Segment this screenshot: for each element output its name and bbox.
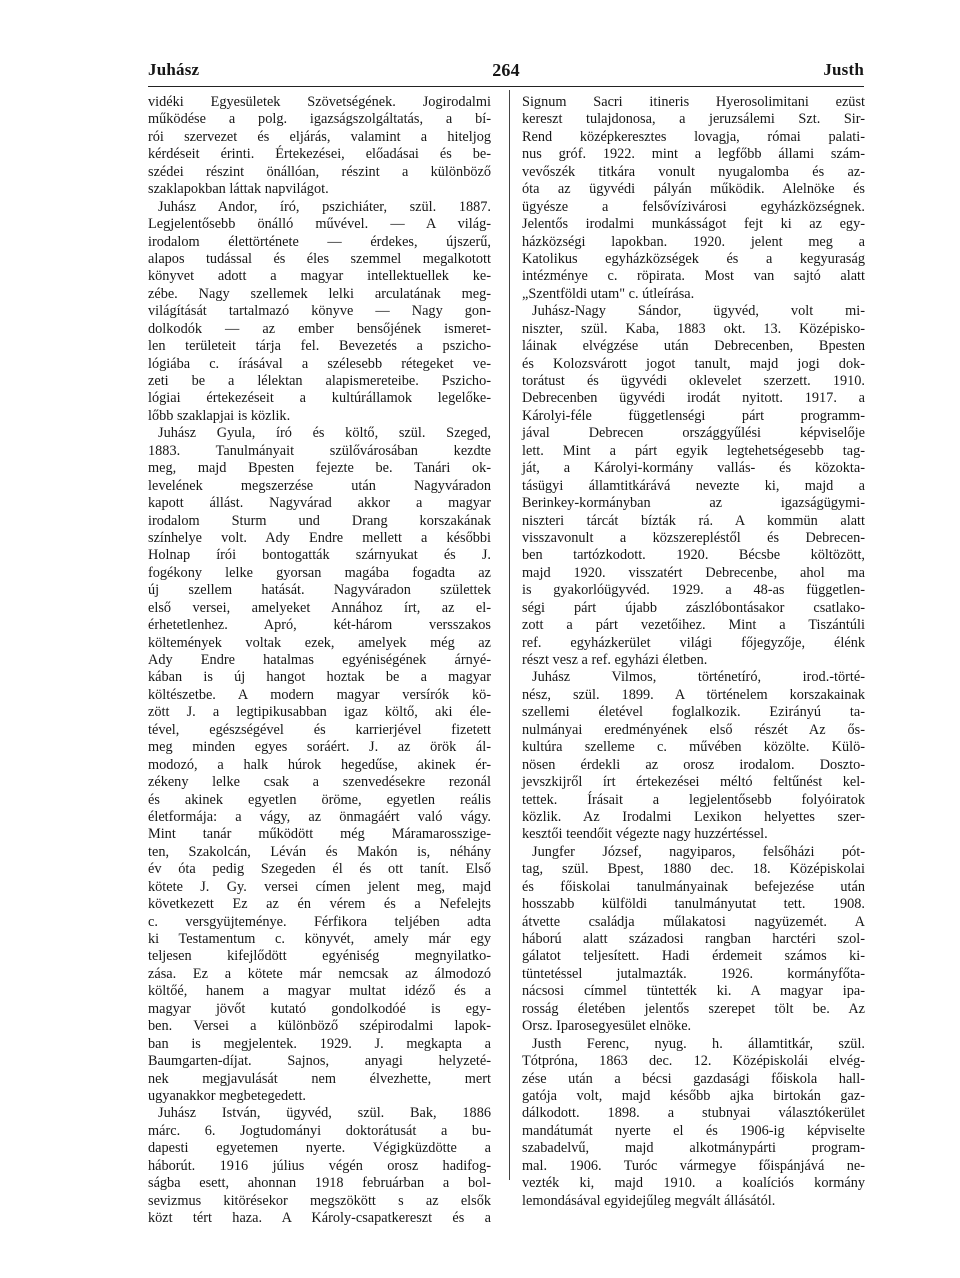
text-line: ugyanakkor megbetegedett. <box>148 1087 306 1104</box>
text-line: jevszkijről írt értekezései méltó feltűnést kel- <box>522 774 865 791</box>
text-line: óta az ügyvédi pályán működik. Alelnöke és <box>522 181 865 198</box>
text-line: vezték ki, majd 1910. a koalíciós kormány <box>522 1175 865 1192</box>
text-line: Ady Endre hatalmas egyéniségének árnyé- <box>148 652 491 668</box>
text-line: niszter, szül. Kaba, 1883 okt. 13. Középisko- <box>522 320 865 337</box>
text-line: lógiai értekezéseit a kultúrállamok legelőke- <box>148 390 491 407</box>
text-line: tag, szül. Bpest, 1880 dec. 18. Középiskolai <box>522 861 865 878</box>
text-line: könyvet adott a magyar intellektuellek ke- <box>148 268 491 285</box>
text-line: kérdéseit érinti. Értekezései, előadásai és be- <box>148 146 491 163</box>
text-line: torátust és ügyvédi oklevelet szerzett. 1910. <box>522 373 865 389</box>
text-line: zébe. Nagy szellemek lelki arculatának meg- <box>148 285 491 302</box>
text-line: meg minden egyes soráért. J. az örök ál- <box>148 739 491 756</box>
text-line: háború alatt századosi rangban harctéri szol- <box>522 931 865 947</box>
text-line: és főiskolai tanulmányainak befejezése után <box>522 878 865 895</box>
text-line: jával Debrecen országgyűlési képviselője <box>522 425 865 442</box>
text-line: Holnap írói bontogatták szárnyukat és J. <box>148 547 491 564</box>
text-line: modozó, a halk húrok hegedűse, akinek ér- <box>148 756 491 773</box>
text-line: nek megjavulását nem élvezhette, mert <box>148 1070 491 1087</box>
text-line: intézménye c. röpirata. Most van sajtó alatt <box>522 268 865 285</box>
text-line: átvette családja műlakatosi nagyüzemét. A <box>522 913 865 930</box>
text-line: zése után a bécsi gazdasági főiskola hall- <box>522 1070 865 1087</box>
text-line: irodalom Sturm und Drang korszakának <box>148 512 491 529</box>
text-line: közlik. Az Irodalmi Lexikon helyettes szer- <box>522 808 865 825</box>
text-line: életformája: a vágy, az önmagáért való vágy. <box>148 808 491 825</box>
text-line: ügyésze a felsővízivárosi egyházközségnek. <box>522 198 865 215</box>
text-line: nész, szül. 1899. A történelem korszakainak <box>522 686 865 703</box>
text-line: nösen érdekli az orosz irodalom. Doszto- <box>522 756 865 773</box>
text-line: vevőszék titkára vonult nyugalomba és az- <box>522 163 865 180</box>
text-line: Jungfer József, nagyiparos, felsőházi pót- <box>532 843 865 860</box>
text-line: kesztői teendőit végezte nagy huzzértéssel. <box>522 826 768 843</box>
text-line: Legjelentősebb önálló művével. — A világ- <box>148 216 491 233</box>
text-line: közt tért haza. A Károly-csapatkereszt és a <box>148 1210 491 1226</box>
text-line: sevizmus kitörésekor megszökött s az elsők <box>148 1192 491 1209</box>
text-line: kapott állást. Nagyvárad akkor a magyar <box>148 495 491 512</box>
text-line: magyar jövőt kutató gondolkodóé is egy- <box>148 1000 491 1017</box>
text-line: nulmányai eredményének első részét Az ős- <box>522 721 865 738</box>
text-line: zékeny lelke csak a szenvedésekre rezonál <box>148 774 491 791</box>
text-line: és Kolozsvárott jogot tanult, majd jogi dok- <box>522 355 865 372</box>
text-line: zott a párt vezetőihez. Mint a Tiszántúli <box>522 617 865 634</box>
text-line: dapesti egyetemen nyerte. Végigküzdötte a <box>148 1140 491 1157</box>
text-line: rosság életében jelentős szerepet tölt be. Az <box>522 1000 865 1017</box>
text-line: gatója volt, majd később ajka birtokán gaz- <box>522 1087 865 1104</box>
text-line: visszavonult a közszerepléstől és Debrecen- <box>522 529 865 546</box>
text-line: év óta pedig Szegeden él és ott tanít. Első <box>148 861 491 878</box>
header-left-headword: Juhász <box>148 60 200 79</box>
header-right-headword: Justh <box>823 60 864 79</box>
text-line: Orsz. Iparosegyesület elnöke. <box>522 1018 692 1035</box>
text-line: kultúra szelleme c. művében közölte. Külö- <box>522 739 865 756</box>
text-line: házközségi lapokban. 1920. jelent meg a <box>522 233 865 250</box>
text-line: Rend középkeresztes lovagja, római palati- <box>522 128 865 145</box>
text-line: tettek. Írásait a legjelentősebb folyóiratok <box>522 791 865 808</box>
text-line: Károlyi-féle függetlenségi párt programm- <box>522 407 865 424</box>
text-line: lett. Mint a párt egyik legtehetségesebb tag- <box>522 442 865 459</box>
text-line: Justh Ferenc, nyug. h. államtitkár, szül. <box>532 1035 865 1052</box>
text-line: Juhász-Nagy Sándor, ügyvéd, volt mi- <box>532 303 865 320</box>
text-line: zeti be a lélektan alapismereteibe. Pszicho- <box>148 373 491 389</box>
text-line: ki Testamentum c. könyvét, amely már egy <box>148 931 491 947</box>
text-line: nácsosi címmel tüntették ki. A magyar ipa- <box>522 983 865 1000</box>
text-line: következett Ez az én vérem és a Nefelejts <box>148 896 491 913</box>
text-line: ságba esett, ahonnan 1918 februárban a bol- <box>148 1175 491 1192</box>
running-header <box>148 60 864 84</box>
text-line: ref. egyházkerület világi főjegyzője, élénk <box>522 634 865 651</box>
text-line: hosszabb külföldi tanulmányutat tett. 1908. <box>522 896 865 913</box>
header-rule <box>148 86 864 87</box>
text-line: szaklapokban láttak napvilágot. <box>148 181 329 198</box>
text-line: gálatot teljesített. Hadi érdemeit számos ki- <box>522 948 865 965</box>
text-line: is gyakorlóügyvéd. 1929. a 48-as független- <box>522 582 865 599</box>
text-line: dálkodott. 1898. a stubnyai választókerület <box>522 1105 865 1122</box>
text-line: mandátumát nyerte el és 1906-ig képviselte <box>522 1122 865 1139</box>
text-line: len területeit tárja fel. Bevezetés a pszicho- <box>148 338 491 355</box>
text-line: új szellem hatását. Nagyváradon születtek <box>148 582 491 599</box>
right-column <box>522 94 865 1209</box>
text-line: Tótpróna, 1863 dec. 12. Középiskolái elvég- <box>522 1053 865 1070</box>
text-line: első versei, amelyeket Annához írt, az el- <box>148 599 491 616</box>
text-line: dolkodók — az ember bensőjének ismeret- <box>148 320 491 337</box>
text-line: Debrecenben ügyvédi irodát nyitott. 1917. a <box>522 390 865 407</box>
text-line: érhetetlenhez. Apró, két-három versszakos <box>148 617 491 634</box>
text-line: Juhász Gyula, író és költő, szül. Szeged, <box>158 425 491 442</box>
text-line: ségi párt újabb zászlóbontásakor csatlako- <box>522 599 865 616</box>
page-number: 264 <box>492 60 520 80</box>
text-line: tásügyi államtitkárává nevezte ki, majd a <box>522 477 865 494</box>
text-line: márc. 6. Jogtudományi doktorátusát a bu- <box>148 1122 491 1139</box>
text-line: meg, majd Bpesten fejezte be. Tanári ok- <box>148 460 491 477</box>
text-line: Baumgarten-díjat. Sajnos, anyagi helyzeté- <box>148 1053 491 1070</box>
text-line: Jelentős irodalmi munkásságot fejt ki az egy- <box>522 216 865 233</box>
text-line: szédei részint önállóan, részint a különböző <box>148 163 491 180</box>
text-line: Katolikus egyházközségek és a kegyuraság <box>522 250 865 267</box>
text-line: vidéki Egyesületek Szövetségének. Jogirodalmi <box>148 94 491 110</box>
text-line: működése a polg. igazságszolgáltatás, a bí- <box>148 111 491 128</box>
text-line: Juhász Vilmos, történetíró, irod.-törté- <box>532 669 865 686</box>
text-line: teljesen kifejlődött egyéniség megnyilatko- <box>148 948 491 965</box>
text-line: színhelye volt. Ady Endre mellett a későbbi <box>148 529 491 546</box>
text-line: rói szervezet és eljárás, valamint a hiteljog <box>148 128 491 145</box>
text-line: költőé, hanem a magyar multat idéző és a <box>148 983 491 1000</box>
text-line: szellemi életével foglalkozik. Ezirányú ta- <box>522 704 865 721</box>
text-line: zása. Ez a kötete már nemcsak az álmodozó <box>148 965 491 982</box>
text-line: kában is új hangot hoztak be a magyar <box>148 669 491 686</box>
text-line: irodalom élettörténete — érdekes, újszerű, <box>148 233 491 250</box>
text-line: költészetbe. A modern magyar versírók kö- <box>148 686 491 703</box>
text-line: ten, Szakolcán, Léván és Makón is, néhány <box>148 843 491 860</box>
text-line: mal. 1906. Turóc vármegye főispánjává ne- <box>522 1157 865 1174</box>
text-line: Berinkey-kormányban az igazságügymi- <box>522 495 865 512</box>
text-line: Signum Sacri itineris Hyerosolimitani ezüst <box>522 94 865 110</box>
text-line: részt vesz a ref. egyházi életben. <box>522 652 708 668</box>
text-line: lemondásával egyidejűleg megvált állásától. <box>522 1192 776 1209</box>
text-line: háborút. 1916 július végén orosz hadifog- <box>148 1157 491 1174</box>
text-line: ben tartózkodott. 1920. Bécsbe költözött, <box>522 547 865 564</box>
text-line: „Szentföldi utam" c. útleírása. <box>522 285 695 302</box>
text-line: ban is megjelentek. 1929. J. megkapta a <box>148 1035 491 1052</box>
text-line: ját, a Károlyi-kormány vallás- és közokta- <box>522 460 865 477</box>
text-line: c. versgyüjteménye. Férfikora teljében adta <box>148 913 491 930</box>
text-line: niszteri tárcát bízták rá. A kommün alatt <box>522 512 865 529</box>
text-line: lőbb szaklapjai is közlik. <box>148 407 291 424</box>
text-line: fogékony lelke gyorsan magába fogadta az <box>148 564 491 581</box>
text-line: szabadelvű, majd alkotmánypárti program- <box>522 1140 865 1157</box>
left-column <box>148 94 491 1226</box>
text-line: Juhász Andor, író, pszichiáter, szül. 1887. <box>158 198 491 215</box>
text-line: zött J. a legtipikusabban igaz költő, aki éle- <box>148 704 491 721</box>
text-line: Juhász István, ügyvéd, szül. Bak, 1886 <box>158 1105 491 1122</box>
text-line: és akinek egyetlen öröme, egyetlen reális <box>148 791 491 808</box>
text-line: tüntetéssel jutalmazták. 1926. kormányfőta- <box>522 965 865 982</box>
text-line: ben. Versei a különböző szépirodalmi lapok- <box>148 1018 491 1035</box>
text-line: kötete J. Gy. versei címen jelent meg, majd <box>148 878 491 895</box>
text-line: lógiába c. írásával a szélesebb rétegeket ve- <box>148 355 491 372</box>
text-line: nus gróf. 1922. mint a legfőbb állami szám- <box>522 146 865 163</box>
text-line: 1883. Tanulmányait szülővárosában kezdte <box>148 442 491 459</box>
text-line: majd 1920. visszatért Debrecenbe, ahol ma <box>522 564 865 581</box>
text-line: alapos tudással és éles szemmel megalkotott <box>148 250 491 267</box>
text-line: költemények voltak ezek, amelyek még az <box>148 634 491 651</box>
text-line: Mint tanár működött még Máramarosszige- <box>148 826 491 843</box>
column-divider <box>509 90 510 1180</box>
text-line: levelének megszerzése után Nagyváradon <box>148 477 491 494</box>
text-line: kereszt tulajdonosa, a jeruzsálemi Szt. Sir- <box>522 111 865 128</box>
text-line: láinak elvégzése után Debrecenben, Bpesten <box>522 338 865 355</box>
text-line: világítását tartalmazó könyve — Nagy gon- <box>148 303 491 320</box>
text-line: tével, egészségével és karrierjével fizetett <box>148 721 491 738</box>
